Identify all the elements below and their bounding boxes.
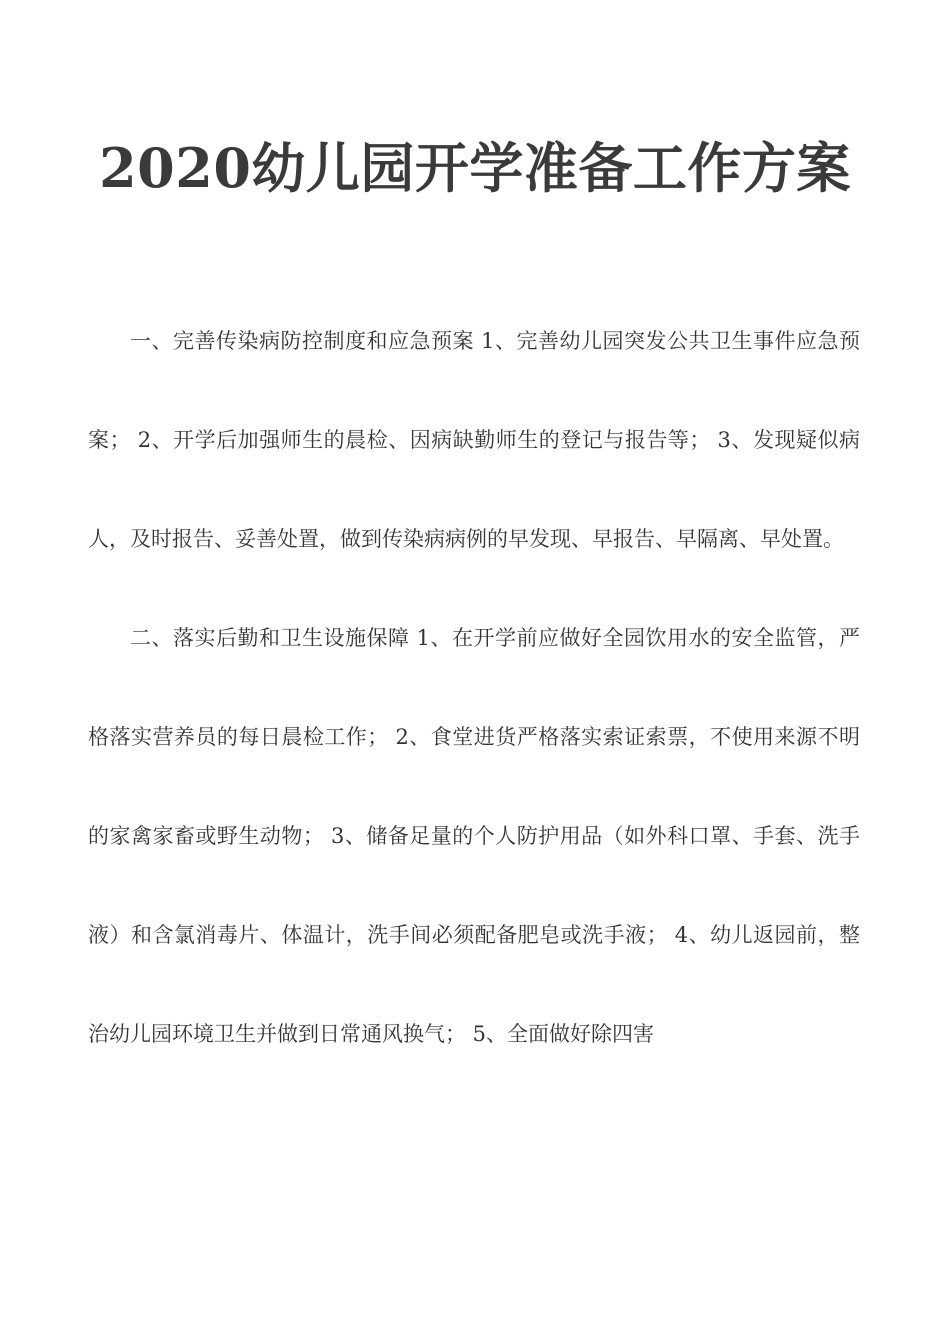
- paragraph-logistics-hygiene: 二、落实后勤和卫生设施保障 1、在开学前应做好全园饮用水的安全监管，严格落实营养员的每日晨检工作； 2、食堂进货严格落实索证索票，不使用来源不明的家禽家畜或野生动物； 3、储备足量的个人防护用品（如外科口罩、手套、洗手液）和含氯消毒片、体温计，洗手间必须配备肥皂或洗手液； 4、幼儿返园前，整治幼儿园环境卫生并做到日常通风换气； 5、全面做好除四害: [88, 626, 860, 1046]
- document-body: [88, 292, 860, 1084]
- document-title: 2020幼儿园开学准备工作方案: [99, 136, 851, 200]
- paragraph-epidemic-prevention: 一、完善传染病防控制度和应急预案 1、完善幼儿园突发公共卫生事件应急预案； 2、开学后加强师生的晨检、因病缺勤师生的登记与报告等； 3、发现疑似病人，及时报告、妥善处置，做到传染病病例的早发现、早报告、早隔离、早处置。: [88, 329, 860, 551]
